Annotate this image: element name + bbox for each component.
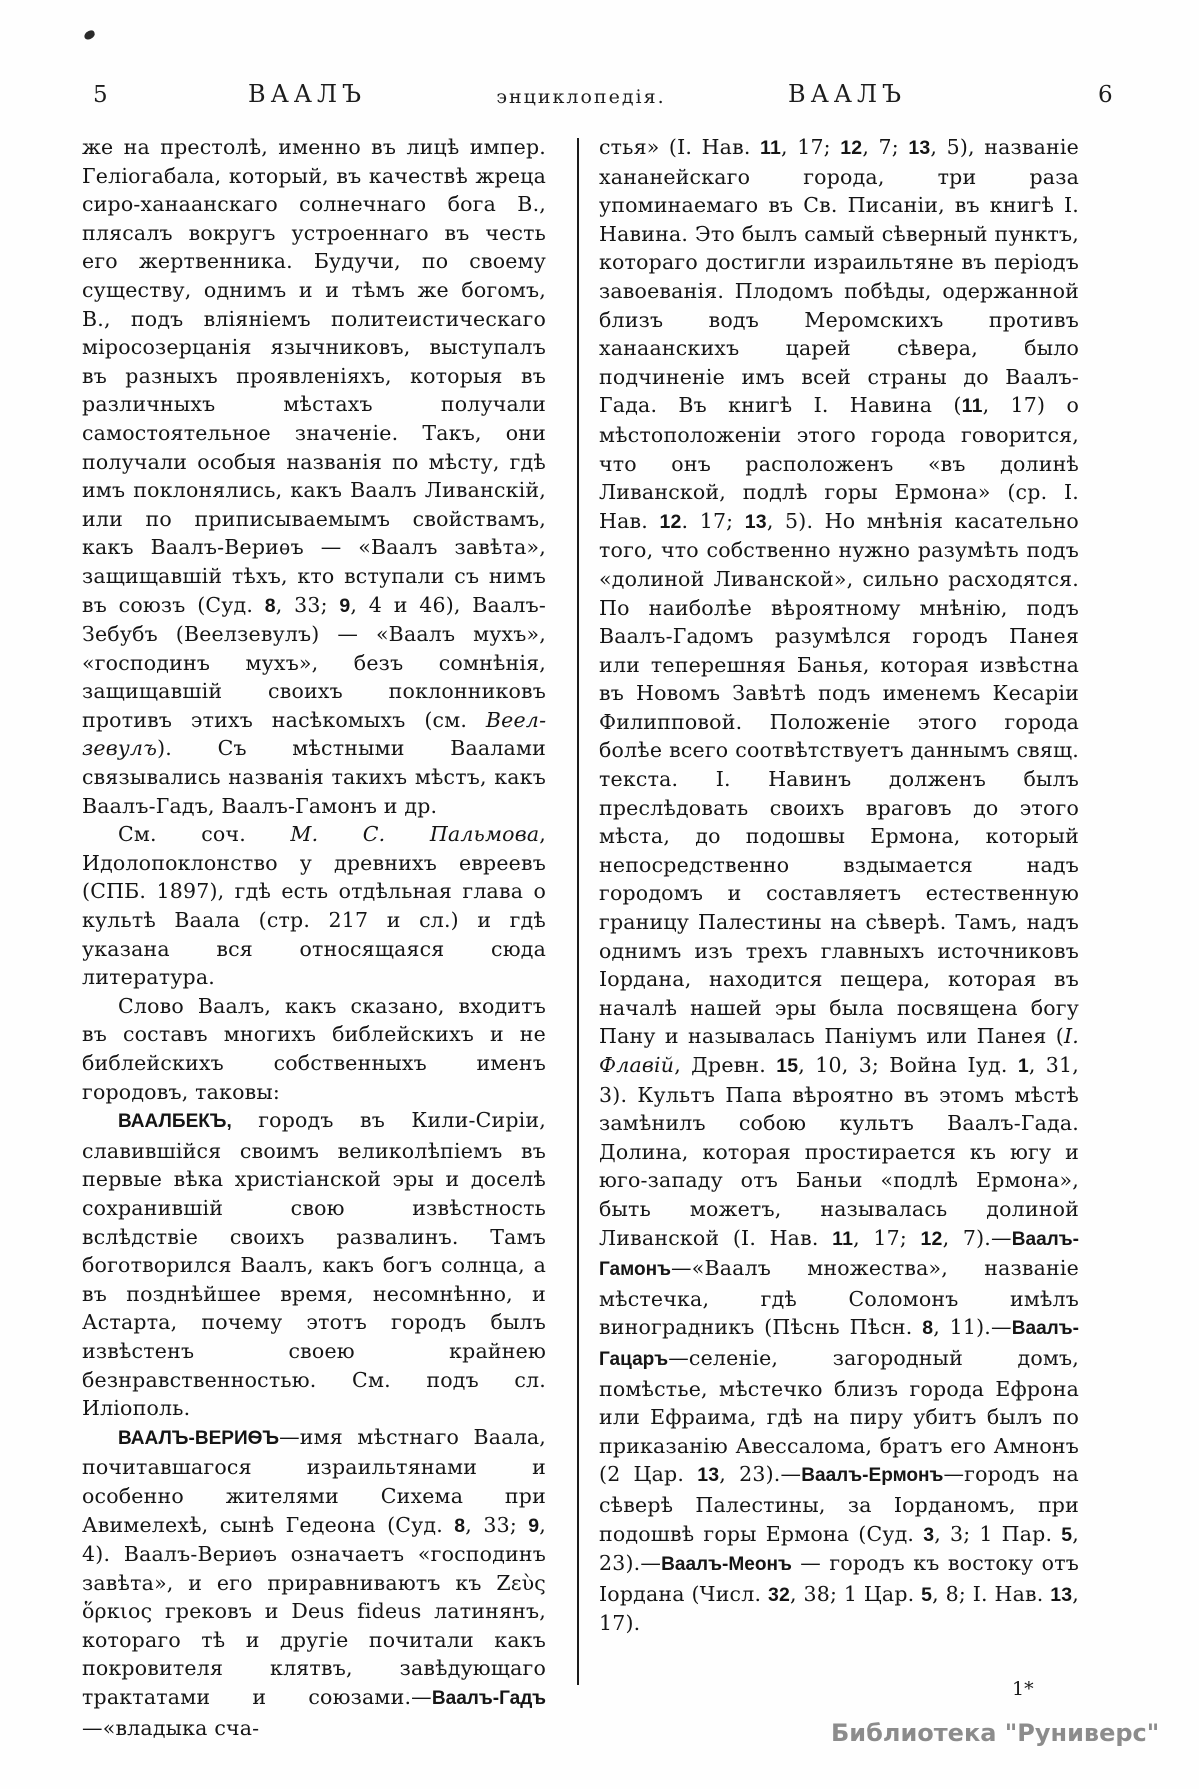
bold-citation-number: 12 — [659, 510, 682, 533]
bold-citation-number: 8 — [454, 1514, 466, 1537]
signature-mark: 1* — [1012, 1678, 1034, 1700]
entry-headword: Ваалъ-Гадъ — [431, 1688, 546, 1710]
body-text: , Идолопоклонство у древнихъ евреевъ (СПБ. 1897), гдѣ есть отдѣльная глава о культѣ Ваала (стр. 217 и сл.) и гдѣ указана вся относящаяся сюда литература. — [82, 822, 546, 990]
body-text: , 7).— — [942, 1225, 1012, 1250]
bold-citation-number: 13 — [697, 1464, 720, 1487]
entry-headword: Ваалъ-Ермонъ — [801, 1465, 944, 1487]
body-text: городъ въ Кили-Сиріи, славившійся своимъ великолѣпіемъ въ первые вѣка христіанской эры и доселѣ сохранившій свою извѣстность вслѣдствіе своихъ развалинъ. Тамъ боготворился Ваалъ, какъ богъ солнца, а въ позднѣйшее время, несомнѣнно, и Астарта, почему этотъ городъ былъ извѣстенъ своею крайнею безнравственностью. См. подъ сл. Иліополь. — [82, 1108, 546, 1421]
text-column-right — [599, 133, 1079, 1638]
body-text: См. соч. — [118, 822, 291, 847]
italic-text: Веелзевулъ — [82, 707, 546, 761]
running-head-right: ВААЛЪ — [787, 80, 907, 108]
paragraph — [82, 992, 546, 1106]
body-text: ). Съ мѣстными Ваалами связывались названія такихъ мѣстъ, какъ Ваалъ-Гадъ, Ваалъ-Гамонъ и др. — [82, 736, 546, 818]
body-text: , 33; — [275, 592, 340, 617]
bold-citation-number: 5 — [1061, 1523, 1073, 1546]
library-watermark: Библиотека "Руниверс" — [831, 1719, 1160, 1747]
running-head-center: энциклопедія. — [496, 86, 666, 108]
body-text: Слово Ваалъ, какъ сказано, входитъ въ составъ многихъ библейскихъ и не библейскихъ собственныхъ именъ городовъ, таковы: — [82, 993, 546, 1104]
body-text: . 17; — [681, 508, 745, 533]
body-text: —«владыка сча- — [82, 1715, 260, 1740]
italic-text: М. С. Пальмова — [290, 822, 540, 847]
running-head-left: ВААЛЪ — [247, 80, 367, 108]
bold-citation-number: 13 — [908, 137, 931, 159]
bold-citation-number: 11 — [760, 137, 782, 159]
body-text: , 31, 3). Культъ Папа вѣроятно въ этомъ мѣстѣ замѣнилъ собою культъ Ваалъ-Гада. Долина, которая простирается къ югу и юго-западу отъ Баньи «подлѣ Ермона», быть можетъ, называлась долиной Ливанской (І. Нав. — [599, 1053, 1079, 1250]
bold-citation-number: 1 — [1017, 1055, 1029, 1077]
body-text: , 17) о мѣстоположеніи этого города говорится, что онъ расположенъ «въ долинѣ Ливанской, подлѣ горы Ермона» (ср. І. Нав. — [599, 393, 1079, 533]
bold-citation-number: 32 — [767, 1583, 790, 1606]
body-text: , 10, 3; Война Іуд. — [798, 1053, 1018, 1077]
body-text: , 4). Ваалъ-Вериѳъ означаетъ «господинъ завѣта», и его приравниваютъ къ Ζεὺς ὅρκιος грековъ и Deus fideus латинянъ, котораго тѣ и другіе почитали какъ покровителя клятвъ, завѣдующаго трактатами и союзами.— — [82, 1512, 546, 1710]
body-text: , 17; — [853, 1225, 921, 1250]
bold-citation-number: 3 — [923, 1523, 935, 1546]
bold-citation-number: 12 — [920, 1227, 943, 1250]
body-text: , 5), названіе хананейскаго города, три раза упоминаемаго въ Св. Писаніи, въ книгѣ І. Навина. Это былъ самый сѣверный пунктъ, котораго достигли израильтяне въ періодъ завоеванія. Плодомъ побѣды, одержанной близъ водъ Меромскихъ противъ ханаанскихъ царей сѣвера, было подчиненіе имъ всей страны до Ваалъ-Гада. Въ книгѣ І. Навина ( — [599, 135, 1079, 418]
body-text: же на престолѣ, именно въ лицѣ импер. Геліогабала, который, въ качествѣ жреца сиро-ханаанскаго солнечнаго бога В., плясалъ вокругъ устроеннаго въ честь его жертвенника. Будучи, по своему существу, однимъ и и тѣмъ же богомъ, В., подъ вліяніемъ политеистическаго міросозерцанія язычниковъ, выступалъ въ разныхъ проявленіяхъ, которыя въ различныхъ мѣстахъ получали самостоятельное значеніе. Такъ, они получали особыя названія по мѣсту, гдѣ имъ поклонялись, какъ Ваалъ Ливанскій, или по приписываемымъ свойствамъ, какъ Ваалъ-Вериѳъ — «Ваалъ завѣта», защищавшій тѣхъ, кто вступали съ нимъ въ союзъ (Суд. — [82, 135, 546, 617]
body-text: , 11).— — [933, 1315, 1012, 1340]
bold-citation-number: 9 — [339, 594, 351, 617]
body-text: —«Ваалъ множества», названіе мѣстечка, гдѣ Соломонъ имѣлъ виноградникъ (Пѣснь Пѣсн. — [599, 1256, 1079, 1340]
body-text: , 3; 1 Пар. — [934, 1521, 1062, 1546]
page-number-right: 6 — [1098, 82, 1113, 108]
body-text: , 8; І. Нав. — [932, 1581, 1051, 1606]
bold-citation-number: 13 — [744, 510, 767, 533]
bold-citation-number: 12 — [840, 137, 863, 159]
bold-citation-number: 11 — [832, 1227, 854, 1250]
body-text: , 4 и 46), Ваалъ-Зебубъ (Веелзевулъ) — «Ваалъ мухъ», «господинъ мухъ», безъ сомнѣнія, защищавшій своихъ поклонниковъ противъ этихъ насѣкомыхъ (см. — [82, 592, 546, 732]
body-text: , 5). Но мнѣнія касательно того, что собственно нужно разумѣть подъ «долиной Ливанской», сильно расходятся. По наиболѣе вѣроятному мнѣнію, подъ Ваалъ-Гадомъ разумѣлся городъ Панея или теперешняя Банья, которая извѣстна въ Новомъ Завѣтѣ подъ именемъ Кесаріи Филипповой. Положеніе этого города болѣе всего соотвѣтствуетъ даннымъ свящ. текста. І. Навинъ долженъ былъ преслѣдовать своихъ враговъ до этого мѣста, до подошвы Ермона, который непосредственно вздымается надъ городомъ и составляетъ естественную границу Палестины на сѣверѣ. Тамъ, надъ однимъ изъ трехъ главныхъ источниковъ Іордана, находится пещера, которая въ началѣ нашей эры была посвящена богу Пану и называлась Паніумъ или Панея ( — [599, 508, 1079, 1049]
body-text: —селеніе, загородный домъ, помѣстье, мѣстечко близъ города Ефрона или Ефраима, гдѣ на пиру убитъ былъ по приказанію Авессалома, братъ его Амнонъ (2 Цар. — [599, 1345, 1079, 1487]
ink-speck-artifact — [83, 29, 96, 41]
italic-text: І. Флавій — [599, 1024, 1079, 1077]
body-text: , Древн. — [674, 1053, 777, 1077]
body-text: , 38; 1 Цар. — [790, 1581, 922, 1606]
entry-headword: ВААЛБЕКЪ, — [118, 1111, 232, 1133]
body-text: , 17; — [781, 135, 841, 159]
bold-citation-number: 5 — [921, 1583, 933, 1606]
body-text: , 17). — [599, 1581, 1079, 1636]
body-text: , 33; — [465, 1512, 529, 1537]
page-number-left: 5 — [93, 82, 108, 108]
body-text: , 7; — [862, 135, 909, 159]
bold-citation-number: 13 — [1050, 1583, 1073, 1606]
entry-headword: Ваалъ-Гацаръ — [599, 1318, 1079, 1370]
entry-headword: Ваалъ-Меонъ — [661, 1554, 792, 1576]
paragraph — [82, 1423, 546, 1743]
paragraph — [82, 1106, 546, 1423]
column-divider-rule — [577, 138, 579, 1685]
text-column-left — [82, 133, 546, 1742]
paragraph — [82, 133, 546, 820]
paragraph — [599, 133, 1079, 1638]
body-text: , 23).— — [599, 1521, 1079, 1576]
bold-citation-number: 11 — [961, 395, 983, 418]
entry-headword: Ваалъ-Гамонъ — [599, 1228, 1079, 1281]
paragraph — [82, 820, 546, 992]
body-text: стья» (І. Нав. — [599, 135, 761, 159]
bold-citation-number: 9 — [528, 1514, 540, 1537]
bold-citation-number: 8 — [264, 594, 276, 617]
body-text: , 23).— — [719, 1462, 802, 1487]
body-text: —городъ на сѣверѣ Палестины, за Іорданомъ, при подошвѣ горы Ермона (Суд. — [599, 1462, 1079, 1546]
bold-citation-number: 8 — [922, 1317, 934, 1340]
body-text: — городъ къ востоку отъ Іордана (Числ. — [599, 1551, 1079, 1606]
body-text: —имя мѣстнаго Ваала, почитавшагося израильтянами и особенно жителями Сихема при Авимелехѣ, сынѣ Гедеона (Суд. — [82, 1424, 546, 1537]
entry-headword: ВААЛЪ-ВЕРИѲЪ — [118, 1427, 280, 1449]
bold-citation-number: 15 — [776, 1055, 799, 1077]
